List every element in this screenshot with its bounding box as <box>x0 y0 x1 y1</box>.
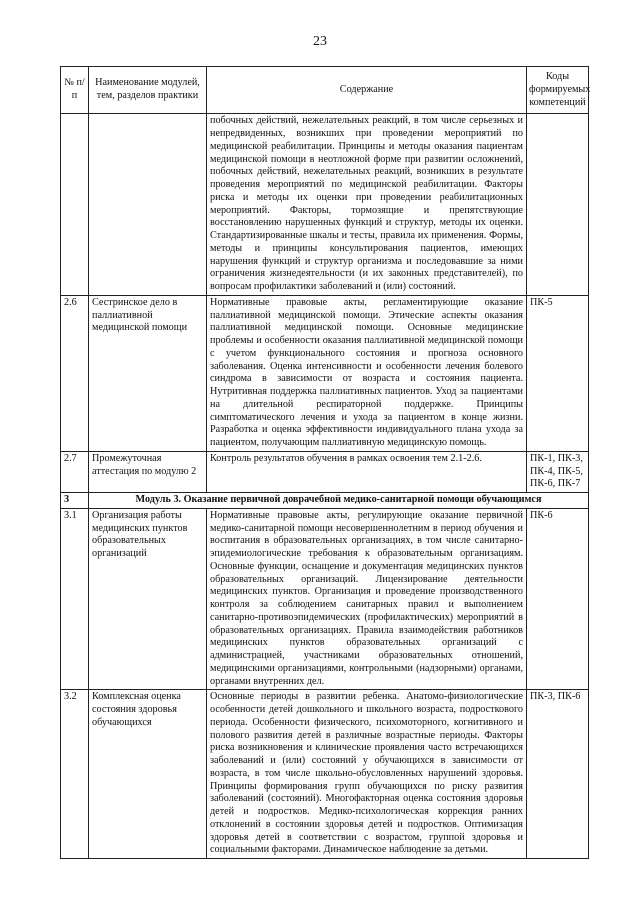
row-number: 3.1 <box>61 508 89 690</box>
row-codes: ПК-3, ПК-6 <box>527 690 589 859</box>
header-module-name: Наименование модулей, тем, разделов практики <box>89 67 207 114</box>
row-content: побочных действий, нежелательных реакций, в том числе серьезных и непредвиденных, возникших при проведении мероприятий по медицинской реабилитации. Принципы и методы оказания пациентам медицинской помощи в неотложной форме при развитии осложнений, побочных действий, нежелательных реакций, возникших в результате проведения мероприятий по медицинской реабилитации. Факторы риска и методы их оценки при проведении реабилитационных мероприятий. Факторы, тормозящие и препятствующие восстановлению нарушенных функций и структур, методы их оценки. Стандартизированные шкалы и тесты, правила их применения. Формы, методы и принципы консультирования пациентов, имеющих нарушения функций и структур организма и последовавшие за ними ограничения жизнедеятельности (и их законных представителей), по вопросам профилактики заболеваний и (или) состояний. <box>207 114 527 296</box>
row-name: Комплексная оценка состояния здоровья обучающихся <box>89 690 207 859</box>
row-codes: ПК-1, ПК-3, ПК-4, ПК-5, ПК-6, ПК-7 <box>527 451 589 492</box>
row-name: Промежуточная аттестация по модулю 2 <box>89 451 207 492</box>
row-name: Сестринское дело в паллиативной медицинской помощи <box>89 295 207 451</box>
module-heading-row <box>61 493 589 509</box>
table-row <box>61 690 589 859</box>
header-number: № п/п <box>61 67 89 114</box>
row-content: Нормативные правовые акты, регламентирующие оказание паллиативной медицинской помощи. Этические аспекты оказания паллиативной медицинской помощи. Основные медицинские проблемы и особенности оказания паллиативной медицинской помощи с учетом функционального состояния и прогноза основного заболевания. Оценка интенсивности и особенности лечения болевого синдрома в зависимости от возраста и состояния пациента. Нутритивная поддержка паллиативных пациентов. Уход за пациентами на длительной респираторной поддержке. Принципы симптоматического лечения и ухода за пациентом в конце жизни. Разработка и оценка эффективности индивидуального плана ухода за пациентом, получающим паллиативную медицинскую помощь. <box>207 295 527 451</box>
curriculum-table <box>60 66 589 859</box>
table-row <box>61 508 589 690</box>
row-content: Основные периоды в развитии ребенка. Анатомо-физиологические особенности детей дошкольного и школьного возраста, подросткового периода. Особенности физического, психомоторного, когнитивного и полового развития детей в различные возрастные периоды. Факторы риска возникновения и клинические проявления часто встречающихся заболеваний и (или) состояний у обучающихся в зависимости от возраста, в том числе школьно-обусловленных нарушений здоровья. Принципы формирования групп обучающихся по риску развития заболеваний (состояний). Многофакторная оценка состояния здоровья детей и подростков. Медико-психологическая коррекция ранних отклонений в состоянии здоровья детей и подростков. Оптимизация здоровья детей в соответствии с возрастом, группой здоровья и социальными факторами. Динамическое наблюдение за детьми. <box>207 690 527 859</box>
module-title: Модуль 3. Оказание первичной доврачебной медико-санитарной помощи обучающимся <box>89 493 589 509</box>
module-number: 3 <box>61 493 89 509</box>
row-number <box>61 114 89 296</box>
row-number: 2.6 <box>61 295 89 451</box>
row-number: 2.7 <box>61 451 89 492</box>
header-competency-codes: Коды формируемых компетенций <box>527 67 589 114</box>
page-number: 23 <box>313 34 327 49</box>
row-name <box>89 114 207 296</box>
row-number: 3.2 <box>61 690 89 859</box>
table-row <box>61 295 589 451</box>
row-name: Организация работы медицинских пунктов образовательных организаций <box>89 508 207 690</box>
row-codes: ПК-6 <box>527 508 589 690</box>
row-content: Контроль результатов обучения в рамках освоения тем 2.1-2.6. <box>207 451 527 492</box>
table-row <box>61 114 589 296</box>
table-row <box>61 451 589 492</box>
row-codes: ПК-5 <box>527 295 589 451</box>
row-codes <box>527 114 589 296</box>
row-content: Нормативные правовые акты, регулирующие оказание первичной медико-санитарной помощи несовершеннолетним в период обучения и воспитания в образовательных организациях, в том числе санитарно-эпидемиологические требования к образовательным организациям. Основные функции, оснащение и документация медицинских пунктов образовательных организаций. Лицензирование деятельности медицинских пунктов. Организация и проведение производственного контроля за соблюдением санитарных правил и выполнением санитарно-противоэпидемических (профилактических) мероприятий в образовательных организациях. Правила взаимодействия работников медицинских пунктов образовательных организаций с администрацией, участниками образовательных отношений, медицинскими организациями, контрольными (надзорными) органами, органами внутренних дел. <box>207 508 527 690</box>
header-content: Содержание <box>207 67 527 114</box>
table-header-row <box>61 67 589 114</box>
